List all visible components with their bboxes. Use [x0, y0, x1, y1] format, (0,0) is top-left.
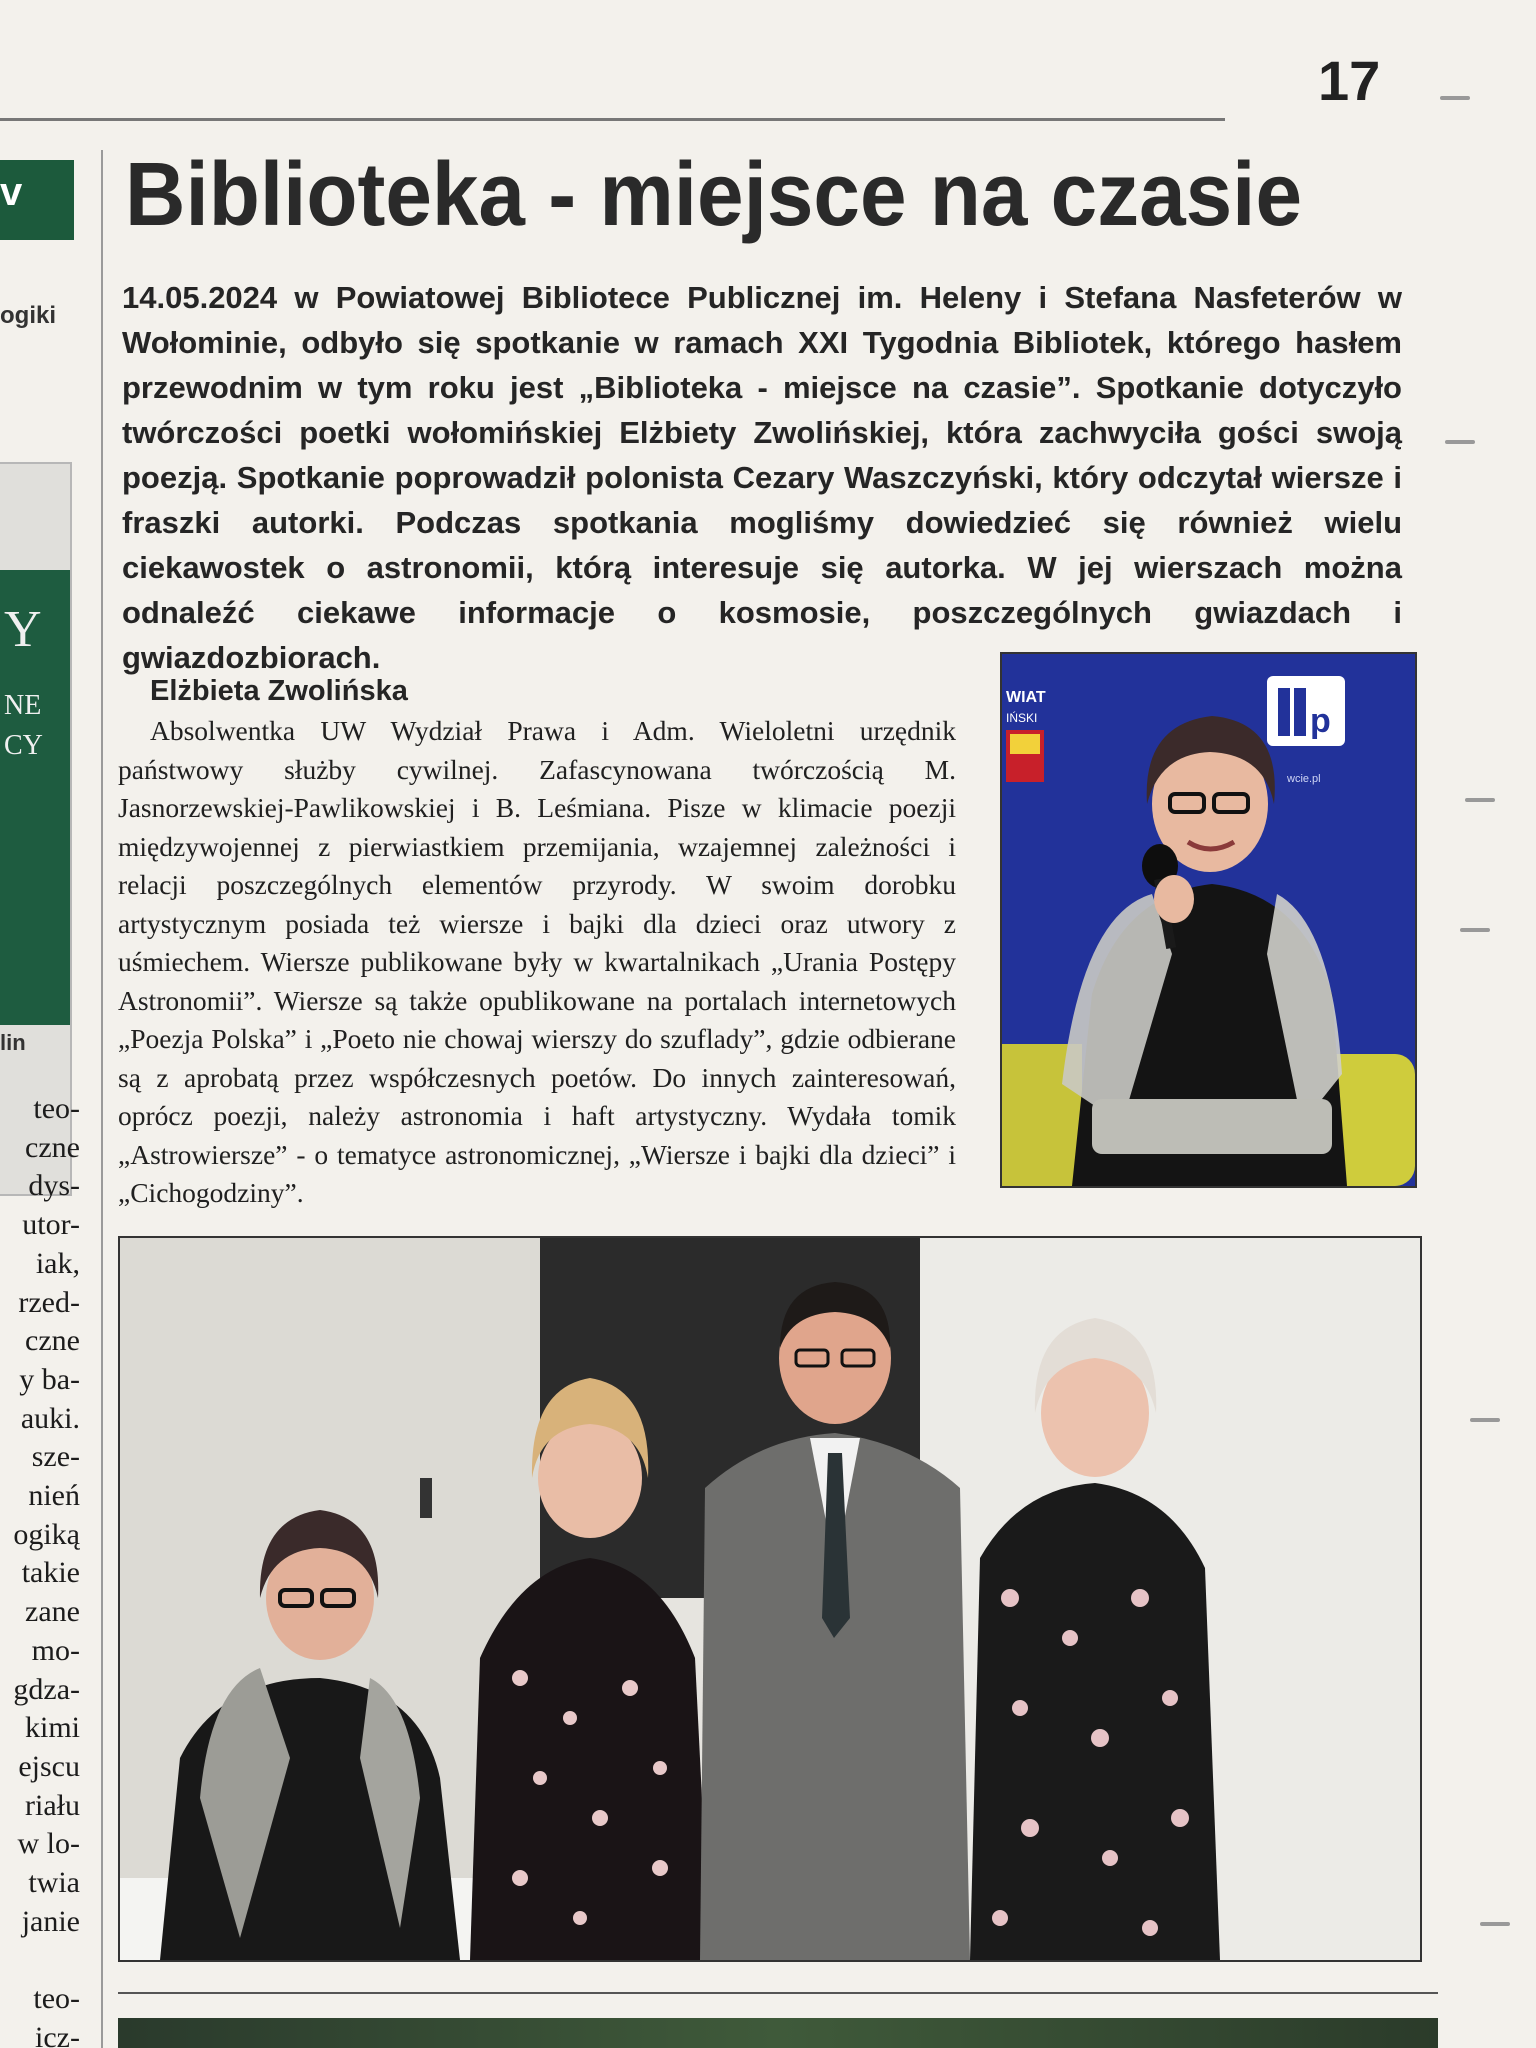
neighbour-column	[0, 150, 80, 2048]
fragment-line: janie	[21, 1904, 80, 1938]
portrait-illustration	[1002, 654, 1415, 1186]
group-photo	[118, 1236, 1422, 1962]
ad-line-1: NE	[4, 690, 42, 721]
group-illustration	[120, 1238, 1420, 1960]
fragment-line: kimi	[24, 1711, 80, 1745]
ad-letter: Y	[4, 601, 42, 658]
fragment-line: mo-	[31, 1633, 80, 1667]
edge-mark	[1440, 96, 1470, 100]
fragment-column	[0, 1090, 80, 2048]
fragment-mid: lin	[0, 1030, 26, 1055]
next-article-photo-strip	[118, 2018, 1438, 2048]
fragment-line: sze-	[31, 1440, 80, 1474]
fragment-line: czne	[25, 1324, 80, 1358]
fragment-line: czne	[25, 1130, 80, 1164]
ad-line-2: CY	[4, 730, 43, 761]
fragment-line: dys-	[28, 1169, 80, 1203]
fragment-line: teo-	[33, 1982, 80, 2016]
url-text: wcie.pl	[1287, 773, 1321, 785]
fragment-line: ejscu	[18, 1749, 80, 1783]
fragment-line: riału	[25, 1788, 80, 1822]
fragment-top: ogiki	[0, 302, 57, 329]
fragment-line: takie	[21, 1556, 80, 1590]
edge-mark	[1470, 1418, 1500, 1422]
section-tab	[0, 160, 74, 240]
edge-mark	[1480, 1922, 1510, 1926]
article-headline: Biblioteka - miejsce na czasie	[125, 145, 1303, 245]
logo-text: p	[1310, 702, 1331, 740]
fragment-line: icz-	[35, 2020, 80, 2048]
fragment-line: ogiką	[13, 1517, 80, 1551]
column-rule	[101, 150, 103, 2048]
fragment-line: zane	[25, 1595, 80, 1629]
bio-title: Elżbieta Zwolińska	[150, 675, 408, 707]
fragment-line: y ba-	[19, 1362, 80, 1396]
fragment-line: nień	[28, 1479, 80, 1513]
edge-mark	[1465, 798, 1495, 802]
edge-mark	[1445, 440, 1475, 444]
bio-body: Absolwentka UW Wydział Prawa i Adm. Wieloletni urzędnik państwowy służby cywilnej. Zafascynowana twórczością M. Jasnorzewskiej-Pawlikowskiej i B. Leśmiana. Pisze w klimacie poezji międzywojennej z pierwiastkiem przemijania, wzajemnej zależności i relacji poszczególnych elementów przyrody. W swoim dorobku artystycznym posiada też wiersze i bajki dla dzieci oraz utwory z uśmiechem. Wiersze publikowane były w kwartalnikach „Urania Postępy Astronomii”. Wiersze są także opublikowane na portalach internetowych „Poezja Polska” i „Poeto nie chowaj wierszy do szuflady”, gdzie odbierane są z aprobatą przez współczesnych poetów. Do innych zainteresowań, oprócz poezji, należy astronomia i haft artystyczny. Wydała tomik „Astrowiersze” - o tematyce astronomicznej, „Wiersze i bajki dla dzieci” i „Cichogodziny”.	[118, 715, 956, 1208]
bottom-rule	[118, 1992, 1438, 1994]
fragment-line: w lo-	[17, 1827, 80, 1861]
fragment-line: utor-	[22, 1208, 80, 1242]
article-lead: 14.05.2024 w Powiatowej Bibliotece Publicznej im. Heleny i Stefana Nasfeterów w Wołominie, odbyło się spotkanie w ramach XXI Tygodnia Bibliotek, którego hasłem przewodnim w tym roku jest „Biblioteka - miejsce na czasie”. Spotkanie dotyczyło twórczości poetki wołomińskiej Elżbiety Zwolińskiej, która zachwyciła gości swoją poezją. Spotkanie poprowadził polonista Cezary Waszczyński, który odczytał wiersze i fraszki autorki. Podczas spotkania mogliśmy dowiedzieć się również wielu ciekawostek o astronomii, którą interesuje się autorka. W jej wierszach można odnaleźć ciekawe informacje o kosmosie, poszczególnych gwiazdach i gwiazdozbiorach.	[122, 280, 1402, 675]
fragment-line: twia	[28, 1866, 80, 1900]
section-tab-letter: v	[0, 170, 23, 214]
fragment-line: rzed-	[18, 1285, 80, 1319]
edge-mark	[1460, 928, 1490, 932]
banner-text: WIAT	[1006, 689, 1046, 706]
portrait-photo	[1000, 652, 1417, 1188]
fragment-line	[0, 1941, 80, 1980]
fragment-line: gdza-	[13, 1672, 80, 1706]
page-number: 17	[1318, 49, 1381, 112]
banner-sub: IŃSKI	[1006, 711, 1038, 725]
fragment-line: auki.	[20, 1401, 80, 1435]
ad-green-block	[0, 570, 70, 1025]
top-rule	[0, 118, 1225, 121]
fragment-line: iak,	[35, 1246, 80, 1280]
fragment-line: teo-	[33, 1092, 80, 1125]
